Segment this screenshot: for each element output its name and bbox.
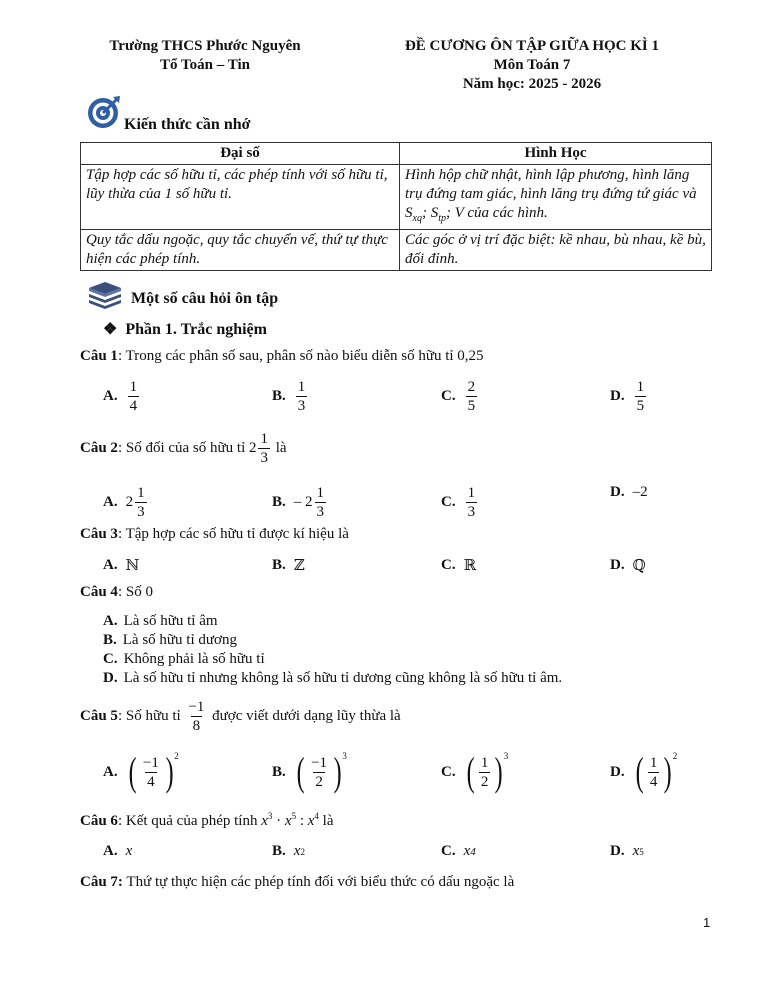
q1-option-c[interactable]: C. $\frac{2}{5}$: [441, 379, 476, 414]
q6-option-d[interactable]: D. x 5: [610, 843, 644, 859]
q1-option-d[interactable]: D. $\frac{1}{5}$: [610, 379, 645, 414]
question-7: Câu 7: Thứ tự thực hiện các phép tính đối với biểu thức có dấu ngoặc là: [80, 874, 515, 890]
question-3: Câu 3: Tập hợp các số hữu tỉ được kí hiệu là: [80, 526, 349, 542]
geometry-cell-2: Các góc ở vị trí đặc biệt: kề nhau, bù nhau, kề bù, đối đỉnh.: [400, 230, 712, 271]
algebra-cell-1: Tập hợp các số hữu tỉ, các phép tính với số hữu tỉ, lũy thừa của 1 số hữu tỉ.: [81, 165, 400, 230]
knowledge-title: Kiến thức cần nhớ: [124, 116, 251, 133]
diamond-bullet-icon: ❖: [103, 321, 118, 338]
q5-option-a[interactable]: A. ( $\frac{-1}{4}$ ) 2: [103, 749, 179, 794]
subject: Môn Toán 7: [493, 57, 571, 73]
q5-option-b[interactable]: B. ( $\frac{-1}{2}$ ) 3: [272, 749, 347, 794]
q3-option-d[interactable]: D. ℚ: [610, 557, 646, 574]
q2-option-d[interactable]: D. –2: [610, 484, 648, 500]
q4-option-b[interactable]: B. Là số hữu tỉ dương: [103, 632, 237, 648]
q4-option-a[interactable]: A. Là số hữu tỉ âm: [103, 613, 218, 629]
q3-option-b[interactable]: B. ℤ: [272, 557, 305, 574]
q6-option-b[interactable]: B. x 2: [272, 843, 305, 859]
q5-option-d[interactable]: D. ( $\frac{1}{4}$ ) 2: [610, 749, 678, 794]
target-icon: [86, 94, 122, 130]
col-header-geometry: Hình Học: [400, 143, 712, 165]
q4-options: [103, 612, 562, 688]
books-stack-icon: [86, 280, 124, 312]
question-6: Câu 6: Kết quả của phép tính $x^3 \cdot x^5$ : $x^4$ là: [80, 811, 334, 829]
q1-option-b[interactable]: B. $\frac{1}{3}$: [272, 379, 306, 414]
algebra-cell-2: Quy tắc dấu ngoặc, quy tắc chuyển vế, thứ tự thực hiện các phép tính.: [81, 230, 400, 271]
q4-option-c[interactable]: C. Không phải là số hữu tỉ: [103, 651, 265, 667]
review-title: Một số câu hỏi ôn tập: [131, 290, 279, 307]
page-number: 1: [703, 915, 711, 930]
q6-option-c[interactable]: C. x 4: [441, 843, 476, 859]
school-year: Năm học: 2025 - 2026: [462, 76, 602, 92]
col-header-algebra: Đại số: [81, 143, 400, 165]
table-row: [81, 230, 712, 271]
question-5: Câu 5 : Số hữu tỉ $\frac{-1}{8}$ được viết dưới dạng lũy thừa là: [80, 699, 401, 734]
question-2: Câu 2 : Số đối của số hữu tỉ 2 $\frac{1}{3}$ là: [80, 431, 287, 466]
table-row: [81, 165, 712, 230]
question-4: Câu 4: Số 0: [80, 584, 153, 600]
school-name: Trường THCS Phước Nguyên: [109, 38, 301, 54]
q2-option-c[interactable]: C. $\frac{1}{3}$: [441, 485, 476, 520]
q1-option-a[interactable]: A. $\frac{1}{4}$: [103, 379, 138, 414]
q3-option-a[interactable]: A. ℕ: [103, 557, 140, 574]
question-1: Câu 1: Trong các phân số sau, phân số nào biểu diễn số hữu tỉ 0,25: [80, 348, 484, 364]
q3-option-c[interactable]: C. ℝ: [441, 557, 477, 574]
part1-heading: ❖ Phần 1. Trắc nghiệm: [103, 321, 267, 338]
knowledge-table: [80, 142, 712, 271]
exam-title: ĐỀ CƯƠNG ÔN TẬP GIỮA HỌC KÌ 1: [404, 38, 660, 54]
q6-option-a[interactable]: A. x: [103, 843, 133, 859]
q5-option-c[interactable]: C. ( $\frac{1}{2}$ ) 3: [441, 749, 509, 794]
q4-option-d[interactable]: D. Là số hữu tỉ nhưng không là số hữu tỉ dương cũng không là số hữu tỉ âm.: [103, 670, 563, 686]
geometry-cell-1: Hình hộp chữ nhật, hình lập phương, hình lăng trụ đứng tam giác, hình lăng trụ đứng tứ giác và $S_{xq}$; $S_{tp}$; V của các hình.: [400, 165, 712, 230]
q2-option-a[interactable]: A. 2 $\frac{1}{3}$: [103, 485, 145, 520]
table-header-row: [81, 143, 712, 165]
department-name: Tổ Toán – Tin: [160, 57, 250, 73]
q2-option-b[interactable]: B. – 2 $\frac{1}{3}$: [272, 485, 325, 520]
